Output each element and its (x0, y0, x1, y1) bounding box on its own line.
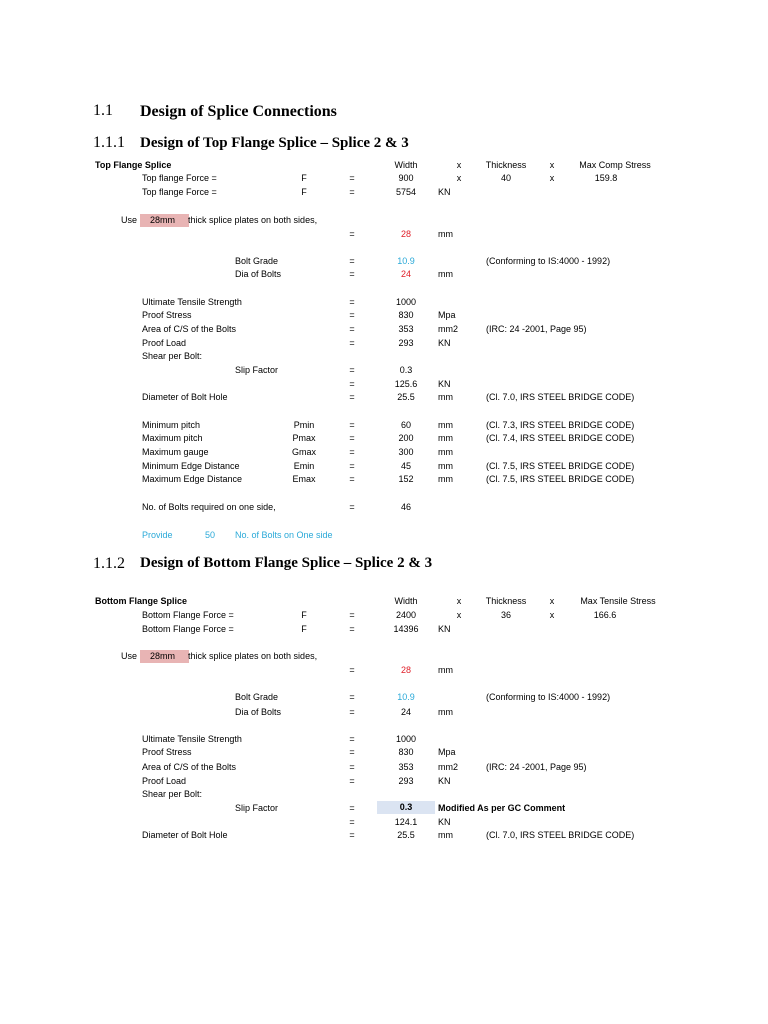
bottom-area-value: 353 (398, 762, 414, 772)
top-proof-stress-eq: = (349, 310, 355, 320)
top-uts-eq: = (349, 297, 355, 307)
top-emax-label: Maximum Edge Distance (142, 474, 243, 484)
bottom-plate-unit: mm (438, 665, 453, 675)
top-provide-post: No. of Bolts on One side (235, 530, 333, 540)
top-header-width: Width (394, 160, 418, 170)
top-proof-stress-value: 830 (398, 310, 414, 320)
top-gmax-label: Maximum gauge (142, 447, 209, 457)
bottom-bolt-dia-value: 24 (400, 707, 412, 717)
bottom-proof-stress-value: 830 (398, 747, 414, 757)
bottom-uts-eq: = (349, 734, 355, 744)
bottom-force1-x2: x (549, 610, 555, 620)
section-title: Design of Splice Connections (140, 103, 337, 120)
bottom-hole-label: Diameter of Bolt Hole (142, 830, 228, 840)
top-bolt-dia-eq: = (349, 269, 355, 279)
top-hole-value: 25.5 (397, 392, 415, 402)
bottom-shear-unit: KN (438, 817, 451, 827)
top-emin-unit: mm (438, 461, 453, 471)
bottom-shear-label: Shear per Bolt: (142, 789, 203, 799)
subsection-title-top: Design of Top Flange Splice – Splice 2 & 3 (140, 135, 409, 151)
top-pmax-unit: mm (438, 433, 453, 443)
bottom-force1-label: Bottom Flange Force = (142, 610, 234, 620)
top-slip-label: Slip Factor (235, 365, 279, 375)
bottom-proof-stress-unit: Mpa (438, 747, 456, 757)
top-force2-eq: = (349, 187, 355, 197)
top-force2-label: Top flange Force = (142, 187, 217, 197)
top-bolt-dia-label: Dia of Bolts (235, 269, 282, 279)
bottom-force1-eq: = (349, 610, 355, 620)
bottom-area-eq: = (349, 762, 355, 772)
top-plate-unit: mm (438, 229, 453, 239)
top-nbolts-eq: = (349, 502, 355, 512)
top-uts-value: 1000 (395, 297, 417, 307)
top-use-post: thick splice plates on both sides, (188, 215, 318, 225)
section-number: 1.1 (93, 102, 113, 119)
top-area-unit: mm2 (438, 324, 458, 334)
top-pmin-ref: (Cl. 7.3, IRS STEEL BRIDGE CODE) (486, 420, 635, 430)
bottom-area-label: Area of C/S of the Bolts (142, 762, 237, 772)
top-bolt-grade-ref: (Conforming to IS:4000 - 1992) (486, 256, 611, 266)
bottom-force2-sym: F (301, 624, 307, 634)
bottom-header-thickness: Thickness (485, 596, 527, 606)
top-header-label: Top Flange Splice (95, 160, 172, 170)
bottom-use-post: thick splice plates on both sides, (188, 651, 318, 661)
top-force1-x1: x (456, 173, 462, 183)
bottom-proof-load-label: Proof Load (142, 776, 187, 786)
bottom-force2-unit: KN (438, 624, 451, 634)
top-emax-ref: (Cl. 7.5, IRS STEEL BRIDGE CODE) (486, 474, 635, 484)
top-bolt-grade-eq: = (349, 256, 355, 266)
bottom-force1-thickness: 36 (500, 610, 512, 620)
bottom-force1-sym: F (301, 610, 307, 620)
bottom-slip-note: Modified As per GC Comment (438, 803, 566, 813)
bottom-proof-stress-eq: = (349, 747, 355, 757)
bottom-force2-label: Bottom Flange Force = (142, 624, 234, 634)
top-proof-stress-label: Proof Stress (142, 310, 192, 320)
bottom-area-ref: (IRC: 24 -2001, Page 95) (486, 762, 587, 772)
top-provide-value: 50 (204, 530, 216, 540)
top-hole-ref: (Cl. 7.0, IRS STEEL BRIDGE CODE) (486, 392, 635, 402)
bottom-bolt-grade-ref: (Conforming to IS:4000 - 1992) (486, 692, 611, 702)
top-emin-ref: (Cl. 7.5, IRS STEEL BRIDGE CODE) (486, 461, 635, 471)
top-header-stress: Max Comp Stress (579, 160, 651, 170)
bottom-force1-stress: 166.6 (593, 610, 617, 620)
top-force1-sym: F (301, 173, 307, 183)
top-force1-x2: x (549, 173, 555, 183)
bottom-hole-eq: = (349, 830, 355, 840)
top-pmin-eq: = (349, 420, 355, 430)
bottom-bolt-dia-label: Dia of Bolts (235, 707, 282, 717)
top-gmax-unit: mm (438, 447, 453, 457)
bottom-header-x1: x (456, 596, 462, 606)
top-use-pre: Use (121, 215, 138, 225)
top-emin-value: 45 (400, 461, 412, 471)
bottom-header-stress: Max Tensile Stress (580, 596, 656, 606)
top-area-eq: = (349, 324, 355, 334)
bottom-slip-label: Slip Factor (235, 803, 279, 813)
top-pmax-sym: Pmax (292, 433, 316, 443)
bottom-slip-eq: = (349, 803, 355, 813)
bottom-header-label: Bottom Flange Splice (95, 596, 188, 606)
top-force2-value: 5754 (395, 187, 417, 197)
top-emin-label: Minimum Edge Distance (142, 461, 240, 471)
top-pmin-sym: Pmin (293, 420, 315, 430)
top-pmax-ref: (Cl. 7.4, IRS STEEL BRIDGE CODE) (486, 433, 635, 443)
top-gmax-value: 300 (398, 447, 414, 457)
top-shear-eq: = (349, 379, 355, 389)
top-provide-label: Provide (142, 530, 173, 540)
subsection-title-bottom: Design of Bottom Flange Splice – Splice 2 & 3 (140, 555, 433, 571)
bottom-header-x2: x (549, 596, 555, 606)
bottom-use-pre: Use (121, 651, 138, 661)
top-force1-thickness: 40 (500, 173, 512, 183)
top-header-x1: x (456, 160, 462, 170)
top-pmax-label: Maximum pitch (142, 433, 203, 443)
top-gmax-eq: = (349, 447, 355, 457)
top-shear-label: Shear per Bolt: (142, 351, 203, 361)
top-proof-stress-unit: Mpa (438, 310, 456, 320)
top-slip-value: 0.3 (399, 365, 413, 375)
top-area-ref: (IRC: 24 -2001, Page 95) (486, 324, 587, 334)
subsection-number-top: 1.1.1 (93, 134, 125, 151)
bottom-proof-load-eq: = (349, 776, 355, 786)
top-hole-unit: mm (438, 392, 453, 402)
bottom-plate-value: 28 (400, 665, 412, 675)
top-bolt-dia-unit: mm (438, 269, 453, 279)
top-pmin-value: 60 (400, 420, 412, 430)
top-uts-label: Ultimate Tensile Strength (142, 297, 242, 307)
bottom-slip-value: 0.3 (377, 801, 435, 814)
top-bolt-grade-label: Bolt Grade (235, 256, 279, 266)
top-force1-stress: 159.8 (594, 173, 618, 183)
top-nbolts-label: No. of Bolts required on one side, (142, 502, 276, 512)
top-force2-sym: F (301, 187, 307, 197)
top-bolt-grade-value: 10.9 (397, 256, 415, 266)
bottom-hole-value: 25.5 (397, 830, 415, 840)
top-use-value: 28mm (140, 214, 189, 227)
top-pmax-value: 200 (398, 433, 414, 443)
top-emax-value: 152 (398, 474, 414, 484)
top-gmax-sym: Gmax (291, 447, 317, 457)
top-header-thickness: Thickness (485, 160, 527, 170)
top-plate-eq: = (349, 229, 355, 239)
top-plate-value: 28 (400, 229, 412, 239)
bottom-bolt-grade-label: Bolt Grade (235, 692, 279, 702)
top-emax-unit: mm (438, 474, 453, 484)
top-force1-width: 900 (398, 173, 414, 183)
bottom-area-unit: mm2 (438, 762, 458, 772)
top-pmin-label: Minimum pitch (142, 420, 201, 430)
bottom-proof-load-unit: KN (438, 776, 451, 786)
bottom-bolt-grade-eq: = (349, 692, 355, 702)
bottom-header-width: Width (394, 596, 418, 606)
bottom-hole-ref: (Cl. 7.0, IRS STEEL BRIDGE CODE) (486, 830, 635, 840)
top-nbolts-value: 46 (400, 502, 412, 512)
bottom-use-value: 28mm (140, 650, 189, 663)
top-shear-unit: KN (438, 379, 451, 389)
bottom-force2-value: 14396 (393, 624, 419, 634)
top-force1-eq: = (349, 173, 355, 183)
top-pmax-eq: = (349, 433, 355, 443)
top-hole-eq: = (349, 392, 355, 402)
bottom-proof-stress-label: Proof Stress (142, 747, 192, 757)
top-slip-eq: = (349, 365, 355, 375)
top-bolt-dia-value: 24 (400, 269, 412, 279)
bottom-force1-x1: x (456, 610, 462, 620)
top-force1-label: Top flange Force = (142, 173, 217, 183)
top-shear-value: 125.6 (394, 379, 418, 389)
top-area-value: 353 (398, 324, 414, 334)
bottom-force2-eq: = (349, 624, 355, 634)
top-proof-load-value: 293 (398, 338, 414, 348)
top-area-label: Area of C/S of the Bolts (142, 324, 237, 334)
bottom-uts-value: 1000 (395, 734, 417, 744)
bottom-uts-label: Ultimate Tensile Strength (142, 734, 242, 744)
top-header-x2: x (549, 160, 555, 170)
bottom-plate-eq: = (349, 665, 355, 675)
top-emax-eq: = (349, 474, 355, 484)
bottom-proof-load-value: 293 (398, 776, 414, 786)
top-emin-sym: Emin (293, 461, 315, 471)
top-force2-unit: KN (438, 187, 451, 197)
top-emin-eq: = (349, 461, 355, 471)
top-emax-sym: Emax (292, 474, 316, 484)
top-proof-load-eq: = (349, 338, 355, 348)
subsection-number-bottom: 1.1.2 (93, 555, 125, 572)
bottom-bolt-dia-eq: = (349, 707, 355, 717)
top-proof-load-label: Proof Load (142, 338, 187, 348)
top-hole-label: Diameter of Bolt Hole (142, 392, 228, 402)
top-proof-load-unit: KN (438, 338, 451, 348)
bottom-shear-eq: = (349, 817, 355, 827)
bottom-shear-value: 124.1 (394, 817, 418, 827)
bottom-bolt-grade-value: 10.9 (397, 692, 415, 702)
top-pmin-unit: mm (438, 420, 453, 430)
bottom-force1-width: 2400 (395, 610, 417, 620)
bottom-hole-unit: mm (438, 830, 453, 840)
bottom-bolt-dia-unit: mm (438, 707, 453, 717)
